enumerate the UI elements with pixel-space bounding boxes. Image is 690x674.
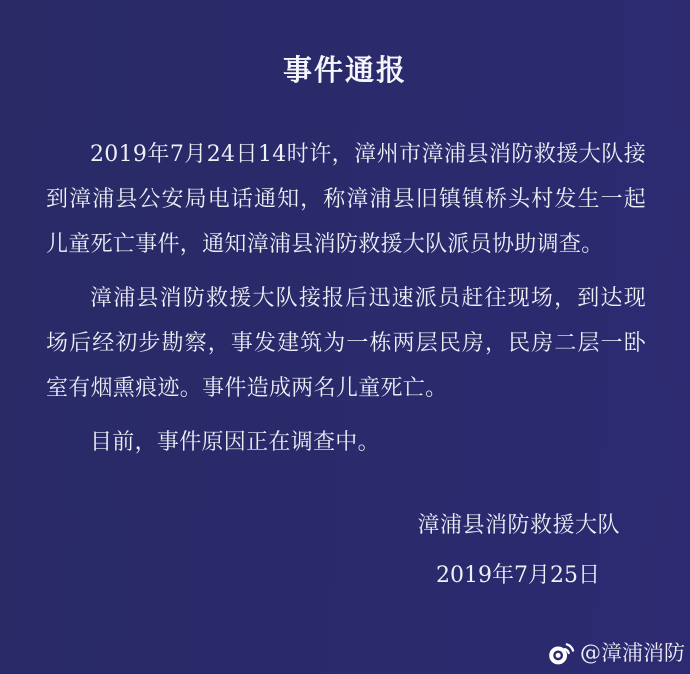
notice-paragraph-3: 目前，事件原因正在调查中。: [90, 430, 380, 455]
weibo-watermark: [548, 640, 685, 666]
signature-organization: 漳浦县消防救援大队: [417, 513, 620, 538]
notice-body: [46, 132, 646, 465]
notice-paragraph-1: 2019年7月24日14时许，漳州市漳浦县消防救援大队接到漳浦县公安局电话通知，称漳浦县旧镇镇桥头村发生一起儿童死亡事件，通知漳浦县消防救援大队派员协助调查。: [46, 142, 646, 257]
weibo-icon: [548, 640, 575, 666]
page-title: 事件通报: [282, 53, 407, 87]
notice-date: 2019年7月25日: [436, 563, 600, 588]
notice-paragraph-2: 漳浦县消防救援大队接报后迅速派员赶往现场，到达现场后经初步勘察，事发建筑为一栋两层民房，民房二层一卧室有烟熏痕迹。事件造成两名儿童死亡。: [46, 286, 646, 401]
weibo-handle: @漳浦消防: [580, 641, 685, 665]
